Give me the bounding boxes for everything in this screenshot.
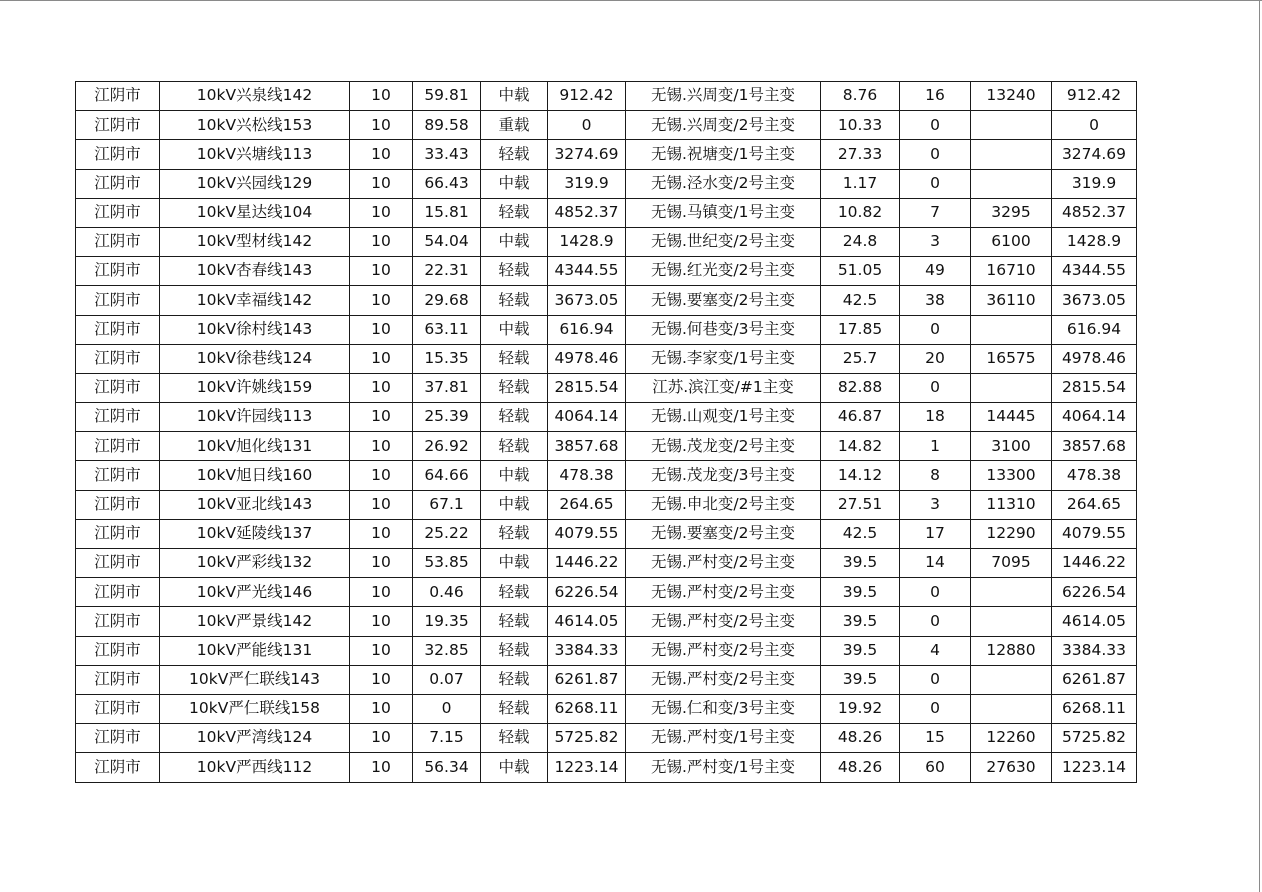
- available-cell: 3384.33: [1052, 636, 1137, 665]
- amount-cell: 14445: [971, 403, 1052, 432]
- capacity-cell: 4978.46: [548, 344, 626, 373]
- voltage-cell: 10: [350, 82, 413, 111]
- table-row: [76, 373, 1137, 402]
- transformer-rate-cell: 17.85: [821, 315, 900, 344]
- load-status-cell: 中载: [481, 227, 548, 256]
- capacity-cell: 3274.69: [548, 140, 626, 169]
- amount-cell: 3295: [971, 198, 1052, 227]
- amount-cell: 13240: [971, 82, 1052, 111]
- available-cell: 319.9: [1052, 169, 1137, 198]
- transformer-rate-cell: 48.26: [821, 753, 900, 782]
- available-cell: 4064.14: [1052, 403, 1137, 432]
- voltage-cell: 10: [350, 665, 413, 694]
- load-status-cell: 轻载: [481, 373, 548, 402]
- table-row: [76, 432, 1137, 461]
- amount-cell: 13300: [971, 461, 1052, 490]
- table-row: [76, 490, 1137, 519]
- amount-cell: 12290: [971, 519, 1052, 548]
- count-cell: 49: [900, 257, 971, 286]
- count-cell: 8: [900, 461, 971, 490]
- load-rate-cell: 0.07: [413, 665, 481, 694]
- load-status-cell: 轻载: [481, 432, 548, 461]
- count-cell: 4: [900, 636, 971, 665]
- amount-cell: 11310: [971, 490, 1052, 519]
- substation-cell: 无锡.茂龙变/3号主变: [626, 461, 821, 490]
- city-cell: 江阴市: [76, 315, 160, 344]
- substation-cell: 无锡.世纪变/2号主变: [626, 227, 821, 256]
- transformer-rate-cell: 39.5: [821, 665, 900, 694]
- substation-cell: 江苏.滨江变/#1主变: [626, 373, 821, 402]
- line-name-cell: 10kV徐巷线124: [160, 344, 350, 373]
- load-rate-cell: 19.35: [413, 607, 481, 636]
- transformer-rate-cell: 10.82: [821, 198, 900, 227]
- count-cell: 20: [900, 344, 971, 373]
- city-cell: 江阴市: [76, 169, 160, 198]
- table-row: [76, 549, 1137, 578]
- load-status-cell: 轻载: [481, 198, 548, 227]
- transformer-rate-cell: 24.8: [821, 227, 900, 256]
- capacity-cell: 2815.54: [548, 373, 626, 402]
- capacity-cell: 3384.33: [548, 636, 626, 665]
- line-name-cell: 10kV许园线113: [160, 403, 350, 432]
- capacity-cell: 616.94: [548, 315, 626, 344]
- load-status-cell: 中载: [481, 169, 548, 198]
- load-rate-cell: 29.68: [413, 286, 481, 315]
- voltage-cell: 10: [350, 344, 413, 373]
- substation-cell: 无锡.要塞变/2号主变: [626, 519, 821, 548]
- voltage-cell: 10: [350, 607, 413, 636]
- transformer-rate-cell: 27.33: [821, 140, 900, 169]
- transformer-rate-cell: 46.87: [821, 403, 900, 432]
- table-row: [76, 636, 1137, 665]
- transformer-rate-cell: 27.51: [821, 490, 900, 519]
- load-rate-cell: 25.22: [413, 519, 481, 548]
- table-row: [76, 665, 1137, 694]
- voltage-cell: 10: [350, 373, 413, 402]
- city-cell: 江阴市: [76, 578, 160, 607]
- load-rate-cell: 54.04: [413, 227, 481, 256]
- load-rate-cell: 66.43: [413, 169, 481, 198]
- amount-cell: 3100: [971, 432, 1052, 461]
- capacity-cell: 264.65: [548, 490, 626, 519]
- load-status-cell: 重载: [481, 111, 548, 140]
- amount-cell: [971, 169, 1052, 198]
- city-cell: 江阴市: [76, 432, 160, 461]
- table-row: [76, 315, 1137, 344]
- load-status-cell: 轻载: [481, 636, 548, 665]
- line-name-cell: 10kV严彩线132: [160, 549, 350, 578]
- city-cell: 江阴市: [76, 753, 160, 782]
- table-row: [76, 344, 1137, 373]
- capacity-cell: 4344.55: [548, 257, 626, 286]
- available-cell: 4852.37: [1052, 198, 1137, 227]
- line-name-cell: 10kV许姚线159: [160, 373, 350, 402]
- voltage-cell: 10: [350, 432, 413, 461]
- substation-cell: 无锡.山观变/1号主变: [626, 403, 821, 432]
- substation-cell: 无锡.何巷变/3号主变: [626, 315, 821, 344]
- count-cell: 16: [900, 82, 971, 111]
- city-cell: 江阴市: [76, 694, 160, 723]
- load-status-cell: 轻载: [481, 694, 548, 723]
- load-rate-cell: 64.66: [413, 461, 481, 490]
- capacity-cell: 5725.82: [548, 724, 626, 753]
- load-rate-cell: 32.85: [413, 636, 481, 665]
- voltage-cell: 10: [350, 169, 413, 198]
- transformer-rate-cell: 48.26: [821, 724, 900, 753]
- available-cell: 3857.68: [1052, 432, 1137, 461]
- amount-cell: [971, 373, 1052, 402]
- city-cell: 江阴市: [76, 461, 160, 490]
- count-cell: 3: [900, 227, 971, 256]
- transformer-rate-cell: 25.7: [821, 344, 900, 373]
- line-name-cell: 10kV旭化线131: [160, 432, 350, 461]
- city-cell: 江阴市: [76, 607, 160, 636]
- line-name-cell: 10kV延陵线137: [160, 519, 350, 548]
- substation-cell: 无锡.马镇变/1号主变: [626, 198, 821, 227]
- voltage-cell: 10: [350, 461, 413, 490]
- load-status-cell: 轻载: [481, 403, 548, 432]
- line-name-cell: 10kV徐村线143: [160, 315, 350, 344]
- voltage-cell: 10: [350, 636, 413, 665]
- city-cell: 江阴市: [76, 111, 160, 140]
- substation-cell: 无锡.严村变/2号主变: [626, 636, 821, 665]
- amount-cell: [971, 578, 1052, 607]
- city-cell: 江阴市: [76, 82, 160, 111]
- capacity-cell: 1223.14: [548, 753, 626, 782]
- line-name-cell: 10kV严光线146: [160, 578, 350, 607]
- voltage-cell: 10: [350, 490, 413, 519]
- capacity-cell: 6261.87: [548, 665, 626, 694]
- table-row: [76, 286, 1137, 315]
- data-table: [75, 81, 1137, 783]
- substation-cell: 无锡.泾水变/2号主变: [626, 169, 821, 198]
- capacity-cell: 3673.05: [548, 286, 626, 315]
- transformer-rate-cell: 42.5: [821, 286, 900, 315]
- city-cell: 江阴市: [76, 636, 160, 665]
- city-cell: 江阴市: [76, 403, 160, 432]
- load-status-cell: 轻载: [481, 724, 548, 753]
- amount-cell: [971, 607, 1052, 636]
- line-name-cell: 10kV星达线104: [160, 198, 350, 227]
- load-status-cell: 轻载: [481, 607, 548, 636]
- load-status-cell: 中载: [481, 461, 548, 490]
- line-name-cell: 10kV严仁联线158: [160, 694, 350, 723]
- table-body: [76, 82, 1137, 783]
- transformer-rate-cell: 39.5: [821, 549, 900, 578]
- load-rate-cell: 15.81: [413, 198, 481, 227]
- load-status-cell: 轻载: [481, 519, 548, 548]
- voltage-cell: 10: [350, 549, 413, 578]
- city-cell: 江阴市: [76, 665, 160, 694]
- available-cell: 4614.05: [1052, 607, 1137, 636]
- load-rate-cell: 33.43: [413, 140, 481, 169]
- line-name-cell: 10kV严西线112: [160, 753, 350, 782]
- transformer-rate-cell: 82.88: [821, 373, 900, 402]
- line-name-cell: 10kV兴塘线113: [160, 140, 350, 169]
- line-name-cell: 10kV兴园线129: [160, 169, 350, 198]
- amount-cell: [971, 665, 1052, 694]
- page-right-border: [1259, 0, 1260, 892]
- load-status-cell: 轻载: [481, 578, 548, 607]
- transformer-rate-cell: 14.82: [821, 432, 900, 461]
- transformer-rate-cell: 10.33: [821, 111, 900, 140]
- transformer-rate-cell: 39.5: [821, 578, 900, 607]
- voltage-cell: 10: [350, 724, 413, 753]
- table-row: [76, 753, 1137, 782]
- count-cell: 0: [900, 169, 971, 198]
- load-rate-cell: 0: [413, 694, 481, 723]
- available-cell: 5725.82: [1052, 724, 1137, 753]
- load-rate-cell: 89.58: [413, 111, 481, 140]
- substation-cell: 无锡.严村变/2号主变: [626, 607, 821, 636]
- count-cell: 0: [900, 373, 971, 402]
- count-cell: 1: [900, 432, 971, 461]
- substation-cell: 无锡.严村变/1号主变: [626, 753, 821, 782]
- substation-cell: 无锡.李家变/1号主变: [626, 344, 821, 373]
- load-rate-cell: 53.85: [413, 549, 481, 578]
- city-cell: 江阴市: [76, 140, 160, 169]
- count-cell: 60: [900, 753, 971, 782]
- table-row: [76, 111, 1137, 140]
- load-rate-cell: 67.1: [413, 490, 481, 519]
- amount-cell: 36110: [971, 286, 1052, 315]
- count-cell: 17: [900, 519, 971, 548]
- load-status-cell: 中载: [481, 490, 548, 519]
- load-rate-cell: 59.81: [413, 82, 481, 111]
- voltage-cell: 10: [350, 257, 413, 286]
- load-rate-cell: 37.81: [413, 373, 481, 402]
- table-row: [76, 519, 1137, 548]
- capacity-cell: 1446.22: [548, 549, 626, 578]
- table-row: [76, 140, 1137, 169]
- voltage-cell: 10: [350, 315, 413, 344]
- load-status-cell: 轻载: [481, 140, 548, 169]
- capacity-cell: 6226.54: [548, 578, 626, 607]
- table-row: [76, 694, 1137, 723]
- transformer-rate-cell: 39.5: [821, 636, 900, 665]
- capacity-cell: 319.9: [548, 169, 626, 198]
- transformer-rate-cell: 51.05: [821, 257, 900, 286]
- amount-cell: 27630: [971, 753, 1052, 782]
- available-cell: 3673.05: [1052, 286, 1137, 315]
- capacity-cell: 912.42: [548, 82, 626, 111]
- voltage-cell: 10: [350, 111, 413, 140]
- table-row: [76, 169, 1137, 198]
- count-cell: 3: [900, 490, 971, 519]
- load-rate-cell: 26.92: [413, 432, 481, 461]
- available-cell: 4344.55: [1052, 257, 1137, 286]
- count-cell: 14: [900, 549, 971, 578]
- amount-cell: 12260: [971, 724, 1052, 753]
- count-cell: 0: [900, 315, 971, 344]
- available-cell: 4978.46: [1052, 344, 1137, 373]
- load-status-cell: 轻载: [481, 344, 548, 373]
- table-row: [76, 403, 1137, 432]
- available-cell: 6268.11: [1052, 694, 1137, 723]
- line-name-cell: 10kV兴泉线142: [160, 82, 350, 111]
- line-name-cell: 10kV严能线131: [160, 636, 350, 665]
- amount-cell: [971, 140, 1052, 169]
- amount-cell: 16710: [971, 257, 1052, 286]
- capacity-cell: 478.38: [548, 461, 626, 490]
- available-cell: 2815.54: [1052, 373, 1137, 402]
- load-status-cell: 中载: [481, 549, 548, 578]
- amount-cell: 7095: [971, 549, 1052, 578]
- line-name-cell: 10kV杏春线143: [160, 257, 350, 286]
- voltage-cell: 10: [350, 753, 413, 782]
- line-name-cell: 10kV严景线142: [160, 607, 350, 636]
- page-top-border: [0, 0, 1262, 1]
- table-row: [76, 461, 1137, 490]
- capacity-cell: 0: [548, 111, 626, 140]
- available-cell: 6226.54: [1052, 578, 1137, 607]
- city-cell: 江阴市: [76, 519, 160, 548]
- table-row: [76, 198, 1137, 227]
- substation-cell: 无锡.茂龙变/2号主变: [626, 432, 821, 461]
- substation-cell: 无锡.严村变/2号主变: [626, 665, 821, 694]
- available-cell: 4079.55: [1052, 519, 1137, 548]
- substation-cell: 无锡.申北变/2号主变: [626, 490, 821, 519]
- voltage-cell: 10: [350, 403, 413, 432]
- city-cell: 江阴市: [76, 549, 160, 578]
- amount-cell: 16575: [971, 344, 1052, 373]
- voltage-cell: 10: [350, 198, 413, 227]
- transformer-rate-cell: 8.76: [821, 82, 900, 111]
- load-rate-cell: 63.11: [413, 315, 481, 344]
- table-row: [76, 578, 1137, 607]
- city-cell: 江阴市: [76, 490, 160, 519]
- amount-cell: [971, 315, 1052, 344]
- available-cell: 3274.69: [1052, 140, 1137, 169]
- load-rate-cell: 22.31: [413, 257, 481, 286]
- voltage-cell: 10: [350, 578, 413, 607]
- transformer-rate-cell: 1.17: [821, 169, 900, 198]
- line-name-cell: 10kV兴松线153: [160, 111, 350, 140]
- table-row: [76, 82, 1137, 111]
- load-status-cell: 中载: [481, 753, 548, 782]
- load-status-cell: 中载: [481, 315, 548, 344]
- transformer-rate-cell: 39.5: [821, 607, 900, 636]
- amount-cell: [971, 111, 1052, 140]
- load-rate-cell: 25.39: [413, 403, 481, 432]
- count-cell: 0: [900, 694, 971, 723]
- voltage-cell: 10: [350, 694, 413, 723]
- capacity-cell: 6268.11: [548, 694, 626, 723]
- count-cell: 0: [900, 607, 971, 636]
- available-cell: 0: [1052, 111, 1137, 140]
- city-cell: 江阴市: [76, 198, 160, 227]
- city-cell: 江阴市: [76, 257, 160, 286]
- load-rate-cell: 7.15: [413, 724, 481, 753]
- voltage-cell: 10: [350, 140, 413, 169]
- city-cell: 江阴市: [76, 724, 160, 753]
- substation-cell: 无锡.仁和变/3号主变: [626, 694, 821, 723]
- count-cell: 38: [900, 286, 971, 315]
- line-name-cell: 10kV严湾线124: [160, 724, 350, 753]
- load-status-cell: 轻载: [481, 665, 548, 694]
- voltage-cell: 10: [350, 227, 413, 256]
- count-cell: 0: [900, 665, 971, 694]
- substation-cell: 无锡.祝塘变/1号主变: [626, 140, 821, 169]
- count-cell: 0: [900, 111, 971, 140]
- line-name-cell: 10kV旭日线160: [160, 461, 350, 490]
- available-cell: 616.94: [1052, 315, 1137, 344]
- line-name-cell: 10kV严仁联线143: [160, 665, 350, 694]
- amount-cell: 6100: [971, 227, 1052, 256]
- transformer-rate-cell: 42.5: [821, 519, 900, 548]
- substation-cell: 无锡.严村变/2号主变: [626, 549, 821, 578]
- load-rate-cell: 15.35: [413, 344, 481, 373]
- amount-cell: [971, 694, 1052, 723]
- load-rate-cell: 0.46: [413, 578, 481, 607]
- line-name-cell: 10kV型材线142: [160, 227, 350, 256]
- city-cell: 江阴市: [76, 344, 160, 373]
- load-status-cell: 轻载: [481, 286, 548, 315]
- city-cell: 江阴市: [76, 286, 160, 315]
- available-cell: 478.38: [1052, 461, 1137, 490]
- available-cell: 1446.22: [1052, 549, 1137, 578]
- city-cell: 江阴市: [76, 373, 160, 402]
- available-cell: 6261.87: [1052, 665, 1137, 694]
- voltage-cell: 10: [350, 519, 413, 548]
- capacity-cell: 1428.9: [548, 227, 626, 256]
- capacity-cell: 4614.05: [548, 607, 626, 636]
- capacity-cell: 4079.55: [548, 519, 626, 548]
- line-name-cell: 10kV幸福线142: [160, 286, 350, 315]
- available-cell: 912.42: [1052, 82, 1137, 111]
- load-status-cell: 轻载: [481, 257, 548, 286]
- substation-cell: 无锡.严村变/1号主变: [626, 724, 821, 753]
- substation-cell: 无锡.要塞变/2号主变: [626, 286, 821, 315]
- table-row: [76, 227, 1137, 256]
- amount-cell: 12880: [971, 636, 1052, 665]
- count-cell: 18: [900, 403, 971, 432]
- capacity-cell: 4852.37: [548, 198, 626, 227]
- count-cell: 15: [900, 724, 971, 753]
- transformer-rate-cell: 14.12: [821, 461, 900, 490]
- load-status-cell: 中载: [481, 82, 548, 111]
- available-cell: 264.65: [1052, 490, 1137, 519]
- available-cell: 1428.9: [1052, 227, 1137, 256]
- table-row: [76, 607, 1137, 636]
- city-cell: 江阴市: [76, 227, 160, 256]
- count-cell: 7: [900, 198, 971, 227]
- substation-cell: 无锡.兴周变/1号主变: [626, 82, 821, 111]
- substation-cell: 无锡.红光变/2号主变: [626, 257, 821, 286]
- capacity-cell: 4064.14: [548, 403, 626, 432]
- count-cell: 0: [900, 578, 971, 607]
- substation-cell: 无锡.兴周变/2号主变: [626, 111, 821, 140]
- count-cell: 0: [900, 140, 971, 169]
- voltage-cell: 10: [350, 286, 413, 315]
- substation-cell: 无锡.严村变/2号主变: [626, 578, 821, 607]
- transformer-rate-cell: 19.92: [821, 694, 900, 723]
- table-row: [76, 724, 1137, 753]
- load-rate-cell: 56.34: [413, 753, 481, 782]
- capacity-cell: 3857.68: [548, 432, 626, 461]
- table-row: [76, 257, 1137, 286]
- line-name-cell: 10kV亚北线143: [160, 490, 350, 519]
- available-cell: 1223.14: [1052, 753, 1137, 782]
